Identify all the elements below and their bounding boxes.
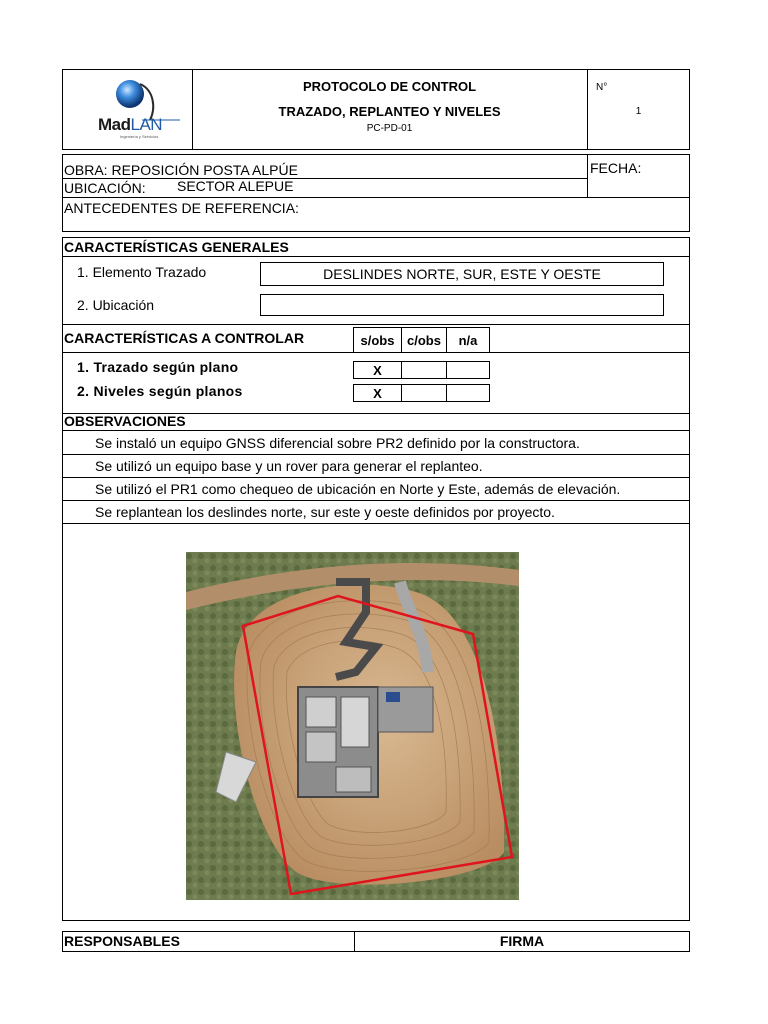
control-row-1-s-obs[interactable]: X xyxy=(353,361,402,379)
fecha-divider xyxy=(587,154,588,197)
control-row-2-label: 2. Niveles según planos xyxy=(77,383,243,399)
document-title: PROTOCOLO DE CONTROL xyxy=(302,79,477,94)
ubicacion-label: UBICACIÓN: xyxy=(64,180,146,196)
item2-label: 2. Ubicación xyxy=(77,297,155,313)
obra-text: OBRA: REPOSICIÓN POSTA ALPÚE xyxy=(64,162,298,178)
item1-label: 1. Elemento Trazado xyxy=(77,264,207,280)
control-row-2-n-a[interactable] xyxy=(446,384,490,402)
item2-field[interactable] xyxy=(260,294,664,316)
control-row-2-s-obs[interactable]: X xyxy=(353,384,402,402)
logo-text-bold: Mad xyxy=(98,115,131,134)
generales-heading-line xyxy=(62,256,690,257)
info-line-2 xyxy=(62,197,690,198)
observacion-line: Se instaló un equipo GNSS diferencial sobre PR2 definido por la constructora. xyxy=(95,435,580,451)
document-subtitle: TRAZADO, REPLANTEO Y NIVELES xyxy=(278,104,501,119)
item1-field[interactable] xyxy=(260,262,664,286)
control-row-1-c-obs[interactable] xyxy=(401,361,447,379)
logo-text-light: LAN xyxy=(130,115,163,134)
control-row-2-c-obs[interactable] xyxy=(401,384,447,402)
antecedentes-label: ANTECEDENTES DE REFERENCIA: xyxy=(64,200,299,216)
controlar-heading: CARACTERÍSTICAS A CONTROLAR xyxy=(64,330,305,346)
logo-tagline: Ingeniería y Servicios xyxy=(120,134,159,139)
number-label: N° xyxy=(596,82,608,93)
col-header-s-obs: s/obs xyxy=(353,327,402,353)
col-header-c-obs: c/obs xyxy=(401,327,447,353)
firma-label: FIRMA xyxy=(499,933,545,949)
col-header-n-a: n/a xyxy=(446,327,490,353)
info-line-1 xyxy=(62,178,587,179)
observacion-line: Se utilizó el PR1 como chequeo de ubicación en Norte y Este, además de elevación. xyxy=(95,481,621,497)
observaciones-heading: OBSERVACIONES xyxy=(64,413,186,429)
obs-line-1 xyxy=(62,454,690,455)
document-code: PC-PD-01 xyxy=(366,123,413,134)
observacion-line: Se utilizó un equipo base y un rover para generar el replanteo. xyxy=(95,458,483,474)
control-row-1-label: 1. Trazado según plano xyxy=(77,359,239,375)
observacion-line: Se replantean los deslindes norte, sur este y oeste definidos por proyecto. xyxy=(95,504,555,520)
control-row-1-n-a[interactable] xyxy=(446,361,490,379)
obs-line-3 xyxy=(62,500,690,501)
aerial-site-drawing xyxy=(186,552,519,900)
number-value: 1 xyxy=(635,106,642,117)
generales-heading: CARACTERÍSTICAS GENERALES xyxy=(64,239,289,255)
company-logo xyxy=(84,76,184,142)
ubicacion-value: SECTOR ALEPUE xyxy=(177,178,294,194)
responsables-label: RESPONSABLES xyxy=(64,933,180,949)
fecha-label: FECHA: xyxy=(590,160,642,176)
aerial-site-image xyxy=(186,552,519,900)
item1-value: DESLINDES NORTE, SUR, ESTE Y OESTE xyxy=(323,266,601,282)
obs-line-2 xyxy=(62,477,690,478)
obs-line-0 xyxy=(62,430,690,431)
obs-line-4 xyxy=(62,523,690,524)
